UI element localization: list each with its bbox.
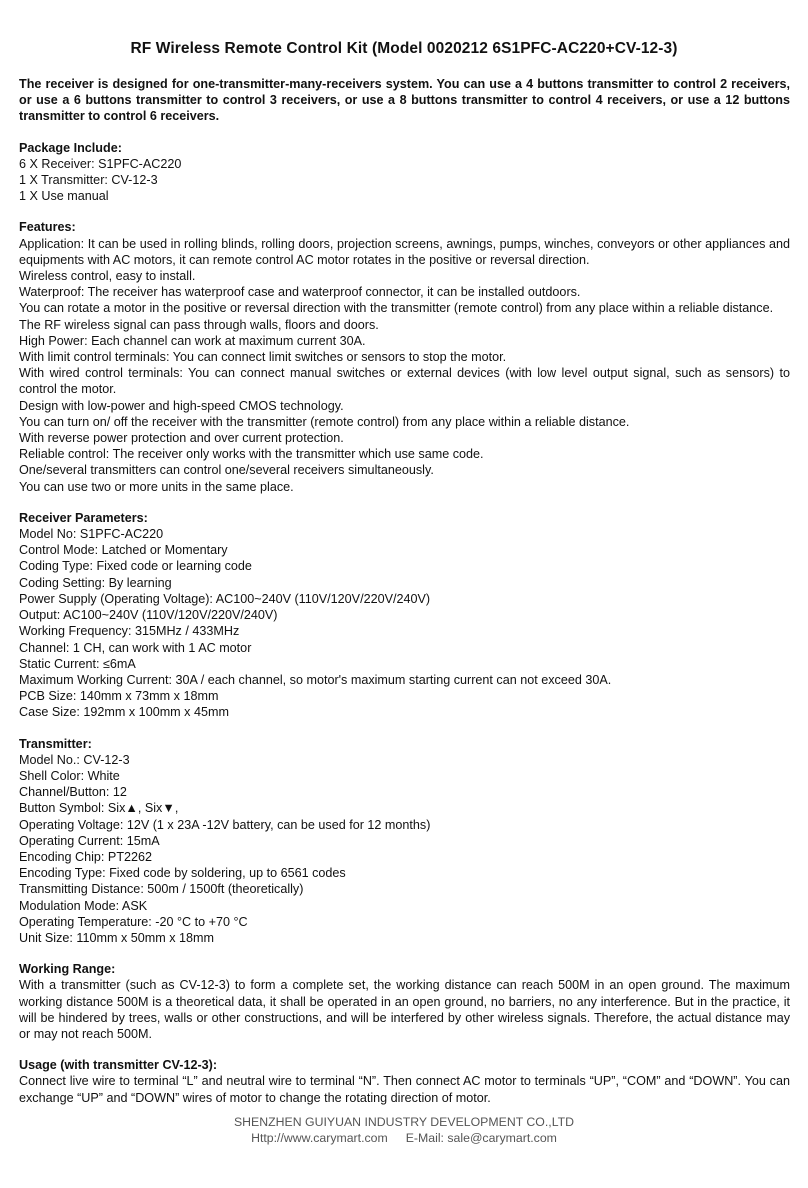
usage-section	[19, 1057, 790, 1106]
receiver-section	[19, 510, 790, 721]
package-line: 6 X Receiver: S1PFC-AC220	[19, 156, 182, 171]
feature-line: The RF wireless signal can pass through walls, floors and doors.	[19, 317, 379, 332]
feature-line: Application: It can be used in rolling blinds, rolling doors, projection screens, awnings, pumps, winches, conveyors or other appliances and equipments with AC motors, it can remote control AC motor rotates in the positive or reversal direction.	[19, 236, 790, 267]
feature-line: You can turn on/ off the receiver with the transmitter (remote control) from any place within a reliable distance.	[19, 414, 630, 429]
receiver-param: Control Mode: Latched or Momentary	[19, 543, 228, 558]
transmitter-param: Button Symbol: Six▲, Six▼,	[19, 801, 179, 816]
footer-email: E-Mail: sale@carymart.com	[405, 1131, 557, 1145]
footer-company: SHENZHEN GUIYUAN INDUSTRY DEVELOPMENT CO.,LTD	[233, 1115, 575, 1129]
working-range-text: With a transmitter (such as CV-12-3) to form a complete set, the working distance can reach 500M in an open ground. The maximum working distance 500M is a theoretical data, it shall be operated in an open ground, no barriers, no any interference. But in the practice, it will be hindered by trees, walls or other constructions, and will be interfered by other wireless signals. Therefore, the actual distance may or may not reach 500M.	[19, 978, 790, 1041]
package-line: 1 X Transmitter: CV-12-3	[19, 173, 158, 188]
receiver-param: Working Frequency: 315MHz / 433MHz	[19, 624, 240, 639]
transmitter-param: Channel/Button: 12	[19, 785, 127, 800]
receiver-param: Output: AC100~240V (110V/120V/220V/240V)	[19, 608, 278, 623]
feature-line: Design with low-power and high-speed CMOS technology.	[19, 398, 344, 413]
feature-line: With wired control terminals: You can connect manual switches or external devices (with low level output signal, such as sensors) to control the motor.	[19, 366, 790, 397]
receiver-param: Coding Setting: By learning	[19, 575, 172, 590]
feature-line: With reverse power protection and over current protection.	[19, 431, 344, 446]
transmitter-param: Transmitting Distance: 500m / 1500ft (theoretically)	[19, 882, 304, 897]
transmitter-param: Operating Current: 15mA	[19, 833, 160, 848]
transmitter-param: Model No.: CV-12-3	[19, 752, 130, 767]
package-line: 1 X Use manual	[19, 189, 109, 204]
usage-text: Connect live wire to terminal “L” and neutral wire to terminal “N”. Then connect AC motor to terminals “UP”, “COM” and “DOWN”. You can exchange “UP” and “DOWN” wires of motor to change the rotating direction of motor.	[19, 1074, 790, 1105]
receiver-param: Static Current: ≤6mA	[19, 656, 136, 671]
feature-line: You can use two or more units in the same place.	[19, 479, 294, 494]
receiver-param: PCB Size: 140mm x 73mm x 18mm	[19, 689, 219, 704]
feature-line: Waterproof: The receiver has waterproof case and waterproof connector, it can be installed outdoors.	[19, 285, 581, 300]
transmitter-section	[19, 736, 790, 947]
receiver-param: Channel: 1 CH, can work with 1 AC motor	[19, 640, 252, 655]
intro-paragraph: The receiver is designed for one-transmitter-many-receivers system. You can use a 4 buttons transmitter to control 2 receivers, or use a 6 buttons transmitter to control 3 receivers, or use a 8 buttons transmitter to control 4 receivers, or use a 12 buttons transmitter to control 6 receivers.	[19, 77, 790, 124]
receiver-param: Coding Type: Fixed code or learning code	[19, 559, 252, 574]
transmitter-param: Operating Temperature: -20 °C to +70 °C	[19, 914, 248, 929]
transmitter-param: Operating Voltage: 12V (1 x 23A -12V battery, can be used for 12 months)	[19, 817, 431, 832]
feature-line: Wireless control, easy to install.	[19, 269, 196, 284]
feature-line: High Power: Each channel can work at maximum current 30A.	[19, 333, 366, 348]
transmitter-param: Modulation Mode: ASK	[19, 898, 148, 913]
feature-line: Reliable control: The receiver only works with the transmitter which use same code.	[19, 447, 484, 462]
receiver-param: Power Supply (Operating Voltage): AC100~240V (110V/120V/220V/240V)	[19, 591, 431, 606]
transmitter-param: Encoding Chip: PT2262	[19, 849, 153, 864]
working-range-section	[19, 961, 790, 1042]
feature-line: You can rotate a motor in the positive or reversal direction with the transmitter (remote control) from any place within a reliable distance.	[19, 301, 774, 316]
receiver-param: Model No: S1PFC-AC220	[19, 527, 164, 542]
feature-line: With limit control terminals: You can connect limit switches or sensors to stop the motor.	[19, 350, 507, 365]
working-range-heading: Working Range:	[19, 962, 116, 977]
footer-contact	[0, 1130, 808, 1146]
document-title: RF Wireless Remote Control Kit (Model 0020212 6S1PFC-AC220+CV-12-3)	[130, 40, 678, 57]
transmitter-param: Encoding Type: Fixed code by soldering, up to 6561 codes	[19, 866, 346, 881]
features-section	[19, 219, 790, 494]
receiver-param: Maximum Working Current: 30A / each channel, so motor's maximum starting current can not exceed 30A.	[19, 672, 612, 687]
receiver-param: Case Size: 192mm x 100mm x 45mm	[19, 705, 229, 720]
transmitter-heading: Transmitter:	[19, 736, 92, 751]
feature-line: One/several transmitters can control one/several receivers simultaneously.	[19, 463, 434, 478]
transmitter-param: Shell Color: White	[19, 768, 120, 783]
package-heading: Package Include:	[19, 140, 122, 155]
receiver-heading: Receiver Parameters:	[19, 510, 148, 525]
footer	[0, 1114, 808, 1146]
features-heading: Features:	[19, 220, 76, 235]
usage-heading: Usage (with transmitter CV-12-3):	[19, 1058, 218, 1073]
package-section	[19, 140, 790, 205]
transmitter-param: Unit Size: 110mm x 50mm x 18mm	[19, 930, 215, 945]
document-body	[19, 76, 790, 1121]
footer-website: Http://www.carymart.com	[251, 1131, 388, 1145]
